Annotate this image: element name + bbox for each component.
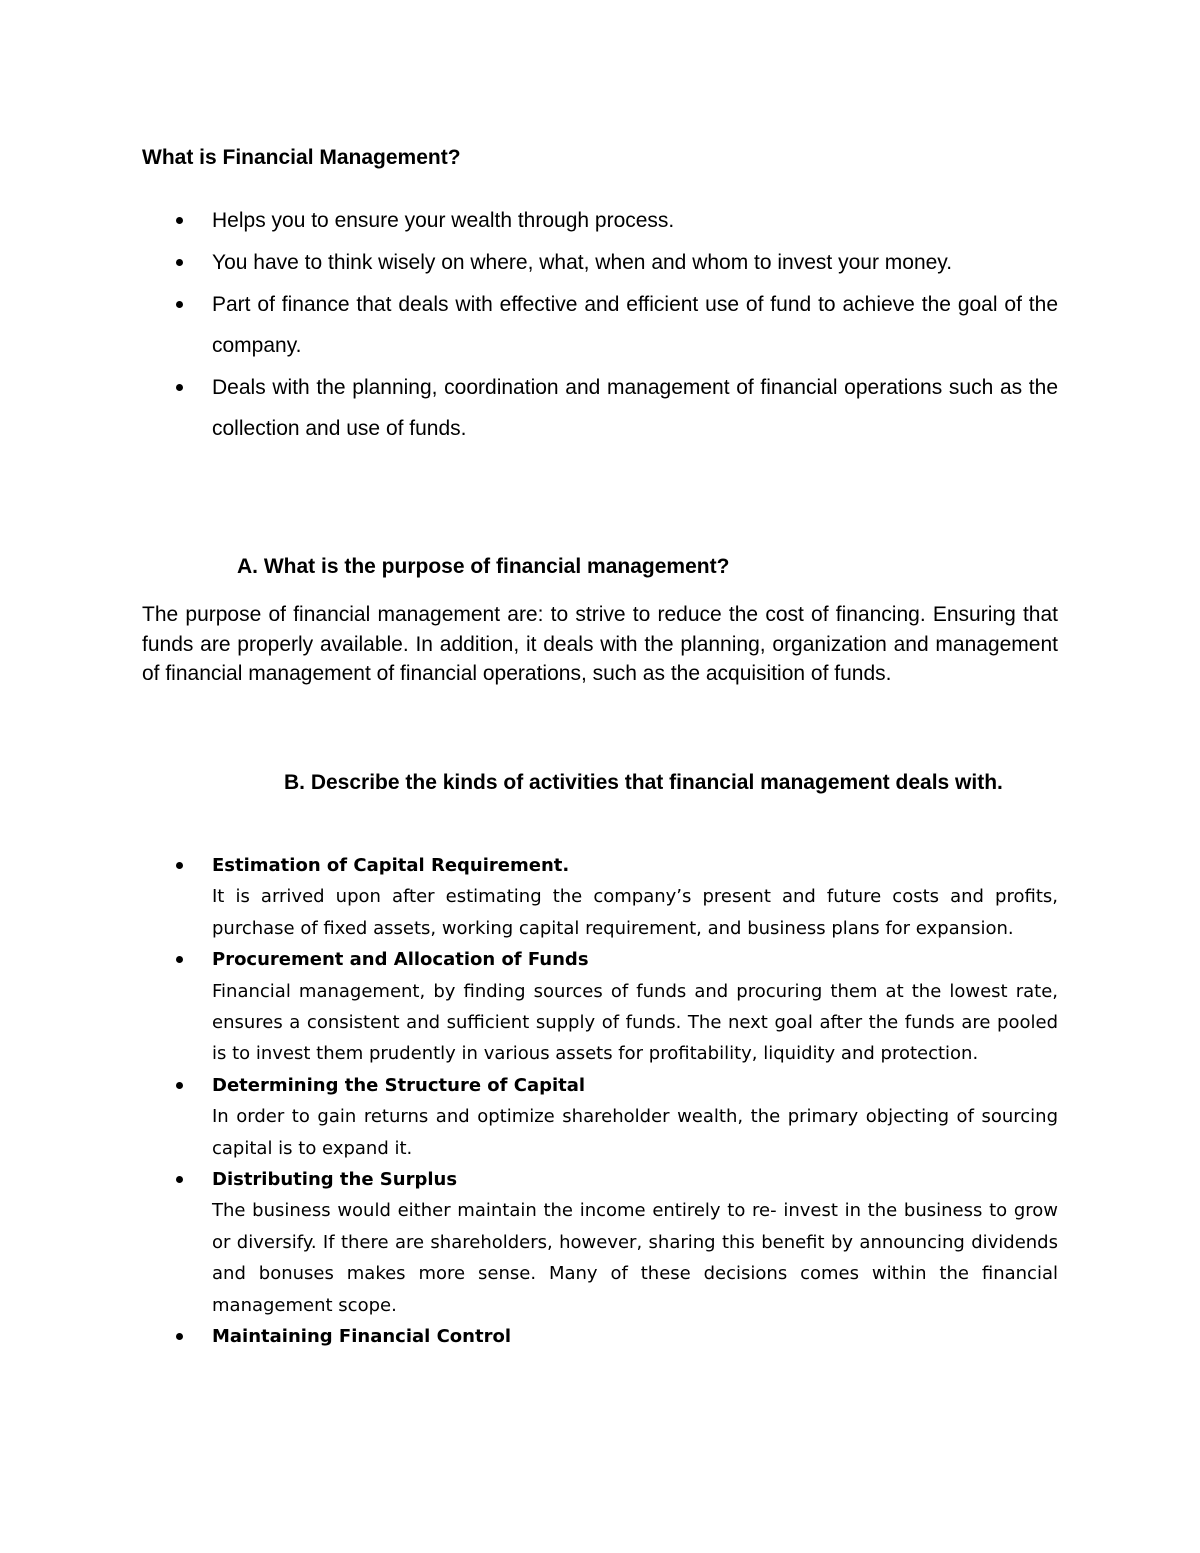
activity-title: Maintaining Financial Control [212, 1326, 511, 1348]
activity-item [0, 1164, 1058, 1321]
intro-bullet-item: Deals with the planning, coordination and management of financial operations such as the collection and use of funds. [0, 367, 1058, 449]
intro-bullet-list [0, 200, 1058, 449]
intro-bullet-item: You have to think wisely on where, what, when and whom to invest your money. [0, 242, 1058, 283]
document-title: What is Financial Management? [142, 146, 461, 169]
section-a-paragraph: The purpose of financial management are: to strive to reduce the cost of financing. Ensuring that funds are properly available. In addition, it deals with the planning, organization and management of financial management of financial operations, such as the acquisition of funds. [142, 603, 1058, 685]
activity-item [0, 850, 1058, 944]
activity-description: Financial management, by finding sources of funds and procuring them at the lowest rate, ensures a consistent and sufficient supply of funds. The next goal after the funds are pooled is to invest them prudently in various assets for profitability, liquidity and protection. [212, 980, 1058, 1065]
activity-item [0, 1070, 1058, 1164]
intro-bullet-item: Helps you to ensure your wealth through process. [0, 200, 1058, 241]
activity-description: The business would either maintain the income entirely to re- invest in the business to grow or diversify. If there are shareholders, however, sharing this benefit by announcing dividends and bonuses makes more sense. Many of these decisions comes within the financial management scope. [212, 1200, 1058, 1316]
section-a-heading: A. What is the purpose of financial management? [237, 555, 730, 578]
activity-title: Determining the Structure of Capital [212, 1074, 586, 1096]
activity-item [0, 1321, 1058, 1352]
activity-title: Procurement and Allocation of Funds [212, 949, 589, 971]
activity-title: Estimation of Capital Requirement. [212, 855, 570, 876]
activities-list [0, 850, 1058, 1353]
section-b-heading: B. Describe the kinds of activities that financial management deals with. [284, 771, 1003, 794]
activity-item [0, 944, 1058, 1070]
activity-description: It is arrived upon after estimating the company’s present and future costs and profits, purchase of fixed assets, working capital requirement, and business plans for expansion. [212, 886, 1058, 939]
intro-bullet-item: Part of finance that deals with effective and efficient use of fund to achieve the goal of the company. [0, 284, 1058, 366]
activity-description: In order to gain returns and optimize shareholder wealth, the primary objecting of sourcing capital is to expand it. [212, 1106, 1058, 1159]
activity-title: Distributing the Surplus [212, 1169, 458, 1191]
